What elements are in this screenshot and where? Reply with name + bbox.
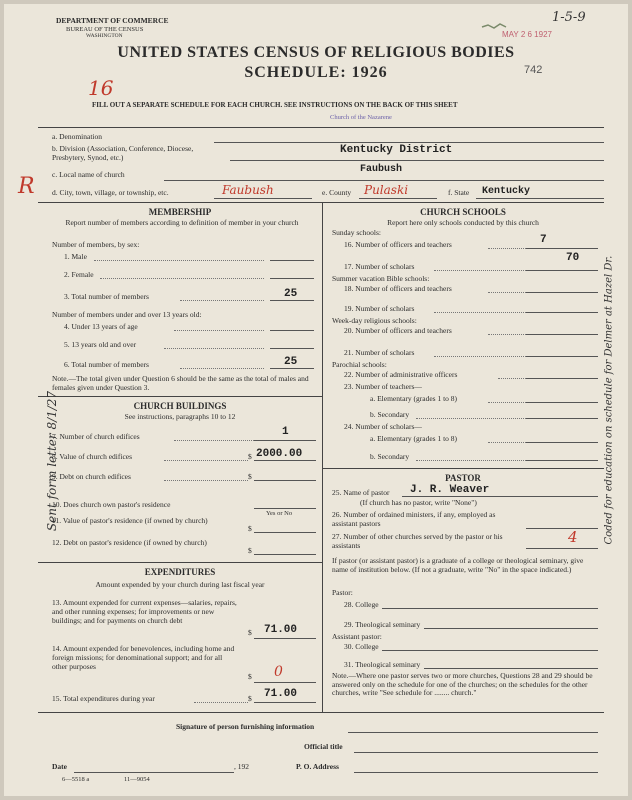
signature-line [348, 732, 598, 733]
q13-value[interactable]: 71.00 [264, 624, 298, 636]
fields-rule [38, 202, 604, 203]
q24a-line [526, 442, 598, 443]
q27-line [526, 548, 598, 549]
q9-leader [164, 480, 248, 481]
signature-label: Signature of person furnishing information [176, 722, 315, 731]
q16-leader [488, 248, 526, 249]
division-line [230, 160, 604, 161]
official-title-line [354, 752, 598, 753]
q6-label: 6. Total number of members [64, 360, 149, 369]
q7-value[interactable]: 1 [282, 426, 289, 438]
q29-label: 29. Theological seminary [344, 620, 421, 629]
denomination-label: a. Denomination [52, 132, 102, 141]
q9-dollar: $ [248, 472, 252, 481]
parochial-label: Parochial schools: [332, 360, 387, 369]
date-label: Date [52, 762, 67, 771]
q23a-line [526, 402, 598, 403]
po-address-label: P. O. Address [296, 762, 339, 771]
q24b-label: b. Secondary [370, 452, 410, 461]
q22-leader [498, 378, 526, 379]
vacation-label: Summer vacation Bible schools: [332, 274, 430, 283]
form-title: UNITED STATES CENSUS OF RELIGIOUS BODIES [117, 44, 515, 61]
q5-line [270, 348, 314, 349]
q17-value[interactable]: 70 [566, 252, 580, 264]
membership-intro: Report number of members according to definition of member in your church [65, 218, 299, 227]
pastor-heading: PASTOR [445, 473, 481, 483]
q3-line [270, 300, 314, 301]
q6-line [270, 368, 314, 369]
q8-dollar: $ [248, 452, 252, 461]
graduate-note: If pastor (or assistant pastor) is a graduate of a college or theological seminary, give name of institution below. (If not a graduate, write "No" in the space indicated.) [332, 556, 584, 574]
form-code-2: 11—9054 [124, 776, 150, 783]
q23b-line [526, 418, 598, 419]
q31-label: 31. Theological seminary [344, 660, 421, 669]
state-line [476, 198, 604, 199]
q13-label: 13. Amount expended for current expenses—salaries, repairs, and other running expenses; for improvements or new buildings; and for payments on church debt [52, 598, 237, 625]
official-title-label: Official title [304, 742, 343, 751]
q6-leader [180, 368, 264, 369]
q14-label: 14. Amount expended for benevolences, including home and foreign missions; for denominational support; and for all other purposes [52, 644, 235, 671]
q21-label: 21. Number of scholars [344, 348, 415, 357]
q15-value[interactable]: 71.00 [264, 688, 298, 700]
city-value[interactable]: Faubush [222, 183, 274, 197]
q5-label: 5. 13 years old and over [64, 340, 137, 349]
buildings-heading: CHURCH BUILDINGS [133, 401, 227, 411]
q24b-leader [416, 460, 526, 461]
q24a-leader [488, 442, 526, 443]
date-line [74, 772, 234, 773]
q30-label: 30. College [344, 642, 379, 651]
membership-rule [38, 396, 322, 397]
q28-line [382, 608, 598, 609]
right-margin-note: Coded for education on schedule for Delmer at Hazel Dr. [603, 255, 615, 545]
corner-code: 1-5-9 [552, 10, 586, 25]
column-divider [322, 202, 323, 712]
q2-leader [100, 278, 264, 279]
q4-leader [174, 330, 264, 331]
by-sex-label: Number of members, by sex: [52, 240, 140, 249]
q19-label: 19. Number of scholars [344, 304, 415, 313]
schools-rule [322, 468, 604, 469]
stamp-number: 742 [524, 64, 543, 76]
q28-label: 28. College [344, 600, 379, 609]
q14-line [254, 682, 316, 683]
city-field-label: d. City, town, village, or township, etc. [52, 188, 169, 197]
expenditures-sub: Amount expended by your church during last fiscal year [95, 580, 265, 589]
q4-line [270, 330, 314, 331]
q10-label: 10. Does church own pastor's residence [52, 500, 171, 509]
schools-heading: CHURCH SCHOOLS [420, 207, 506, 217]
q12-label: 12. Debt on pastor's residence (if owned by church) [52, 538, 207, 547]
q25-value[interactable]: J. R. Weaver [410, 484, 490, 496]
q30-line [382, 650, 598, 651]
pastor-note: Note.—Where one pastor serves two or more churches, Questions 28 and 29 should be answered only on the schedule for one of the churches; on the schedules for the other churches, write "See schedule for ........ church." [332, 671, 593, 697]
q16-label: 16. Number of officers and teachers [344, 240, 452, 249]
county-label: e. County [322, 188, 352, 197]
q7-label: 7. Number of church edifices [52, 432, 140, 441]
q18-line [526, 292, 598, 293]
footer-rule [38, 712, 604, 713]
q23a-label: a. Elementary (grades 1 to 8) [370, 394, 458, 403]
age-heading: Number of members under and over 13 years old: [52, 310, 202, 319]
q10-hint: Yes or No [266, 510, 293, 517]
q7-leader [174, 440, 260, 441]
county-line [359, 198, 437, 199]
q9-line [254, 480, 316, 481]
denomination-line [214, 142, 604, 143]
q23a-leader [488, 402, 526, 403]
q31-line [424, 668, 598, 669]
city-label: WASHINGTON [86, 33, 123, 39]
q11-label: 11. Value of pastor's residence (if owned by church) [52, 516, 208, 525]
q1-leader [94, 260, 264, 261]
membership-heading: MEMBERSHIP [148, 207, 212, 217]
local-name-value[interactable]: Faubush [360, 164, 403, 175]
assistant-subheading: Assistant pastor: [332, 632, 382, 641]
margin-red-number: 16 [88, 76, 114, 100]
county-value[interactable]: Pulaski [364, 183, 409, 197]
q25-label: 25. Name of pastor [332, 488, 390, 497]
q2-label: 2. Female [64, 270, 94, 279]
q20-line [526, 334, 598, 335]
membership-note: Note.—The total given under Question 6 should be the same as the total of males and females given under Question 3. [52, 374, 309, 392]
city-line [214, 198, 312, 199]
q23-label: 23. Number of teachers— [344, 382, 422, 391]
q15-leader [194, 702, 248, 703]
q21-leader [434, 356, 526, 357]
q14-value[interactable]: 0 [274, 664, 283, 680]
bureau-label: BUREAU OF THE CENSUS [66, 26, 144, 33]
date-year: , 192 [234, 762, 249, 771]
schools-intro: Report here only schools conducted by this church [387, 218, 539, 227]
q24b-line [526, 460, 598, 461]
q11-dollar: $ [248, 524, 252, 533]
q3-value[interactable]: 25 [284, 288, 298, 300]
q24a-label: a. Elementary (grades 1 to 8) [370, 434, 458, 443]
q13-dollar: $ [248, 628, 252, 637]
po-address-line [354, 772, 598, 773]
q8-leader [164, 460, 248, 461]
form-code-1: 6—5518 a [62, 776, 90, 783]
q1-label: 1. Male [64, 252, 87, 261]
q4-label: 4. Under 13 years of age [64, 322, 138, 331]
census-schedule-sheet [4, 4, 628, 796]
local-name-label: c. Local name of church [52, 170, 125, 179]
margin-red-letter: R [18, 174, 35, 199]
buildings-rule [38, 562, 322, 563]
q27-value[interactable]: 4 [568, 528, 578, 546]
q18-leader [488, 292, 526, 293]
q27-label: 27. Number of other churches served by the pastor or his assistants [332, 532, 503, 550]
q12-line [254, 554, 316, 555]
q13-line [254, 638, 316, 639]
q18-label: 18. Number of officers and teachers [344, 284, 452, 293]
schedule-title: SCHEDULE: 1926 [244, 64, 388, 81]
q26-line [526, 528, 598, 529]
q16-line [526, 248, 598, 249]
buildings-sub: See instructions, paragraphs 10 to 12 [124, 412, 236, 421]
q26-label: 26. Number of ordained ministers, if any, employed as assistant pastors [332, 510, 496, 528]
weekday-label: Week-day religious schools: [332, 316, 417, 325]
q19-line [526, 312, 598, 313]
state-value[interactable]: Kentucky [482, 186, 531, 197]
q5-leader [164, 348, 264, 349]
q7-line [254, 440, 316, 441]
q21-line [526, 356, 598, 357]
q20-leader [488, 334, 526, 335]
q15-dollar: $ [248, 694, 252, 703]
q10-line [254, 508, 316, 509]
q17-leader [434, 270, 526, 271]
q24-label: 24. Number of scholars— [344, 422, 422, 431]
q9-label: 9. Debt on church edifices [52, 472, 131, 481]
pastor-subheading: Pastor: [332, 588, 353, 597]
q12-dollar: $ [248, 546, 252, 555]
instruction-line: FILL OUT A SEPARATE SCHEDULE FOR EACH CHURCH. SEE INSTRUCTIONS ON THE BACK OF THIS SHEET [92, 101, 458, 109]
q23b-leader [416, 418, 526, 419]
received-date-stamp: MAY 2 6 1927 [502, 30, 552, 39]
state-label: f. State [448, 188, 470, 197]
q8-value[interactable]: 2000.00 [256, 448, 303, 460]
expenditures-heading: EXPENDITURES [144, 567, 216, 577]
q14-dollar: $ [248, 672, 252, 681]
local-name-line [164, 180, 604, 181]
q3-label: 3. Total number of members [64, 292, 149, 301]
q15-line [254, 702, 316, 703]
q25-hint: (If church has no pastor, write "None") [360, 498, 477, 507]
q17-line [526, 270, 598, 271]
department-label: DEPARTMENT OF COMMERCE [56, 16, 169, 25]
q6-value[interactable]: 25 [284, 356, 298, 368]
division-value[interactable]: Kentucky District [340, 144, 453, 156]
q1-line [270, 260, 314, 261]
q11-line [254, 532, 316, 533]
q22-label: 22. Number of administrative officers [344, 370, 458, 379]
left-margin-note: Sent form letter 8/1/27 [45, 390, 59, 532]
stamp-mark [480, 18, 508, 28]
q16-value[interactable]: 7 [540, 234, 547, 246]
q20-label: 20. Number of officers and teachers [344, 326, 452, 335]
q2-line [270, 278, 314, 279]
q19-leader [434, 312, 526, 313]
q23b-label: b. Secondary [370, 410, 410, 419]
q15-label: 15. Total expenditures during year [52, 694, 155, 703]
q22-line [526, 378, 598, 379]
q29-line [424, 628, 598, 629]
q8-label: 8. Value of church edifices [52, 452, 133, 461]
division-label: b. Division (Association, Conference, Diocese, Presbytery, Synod, etc.) [52, 144, 194, 162]
q3-leader [180, 300, 264, 301]
q25-line [402, 496, 598, 497]
sunday-label: Sunday schools: [332, 228, 381, 237]
top-rule [38, 127, 604, 128]
denomination-stamp: Church of the Nazarene [330, 114, 392, 121]
q17-label: 17. Number of scholars [344, 262, 415, 271]
q8-line [254, 460, 316, 461]
